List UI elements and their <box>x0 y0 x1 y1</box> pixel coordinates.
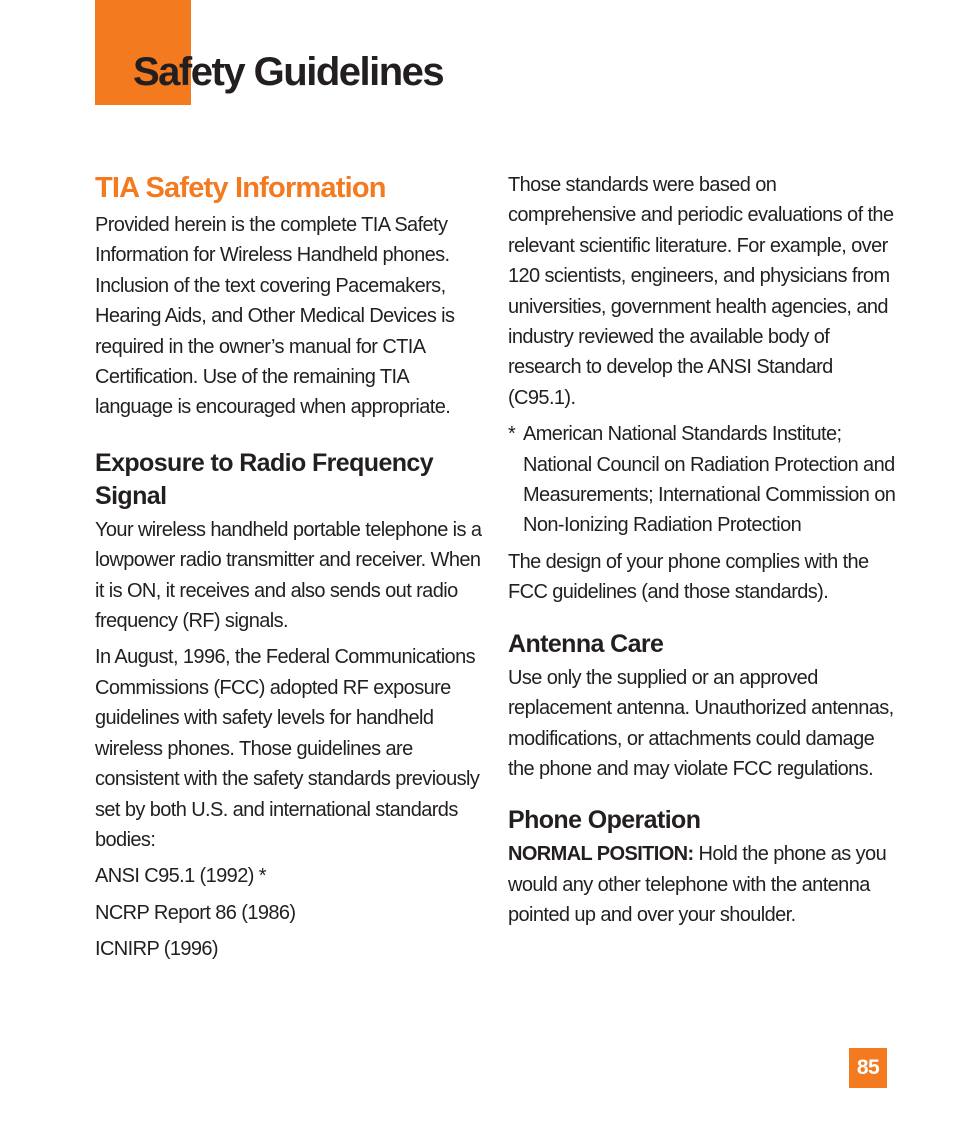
exposure-para-1: Your wireless handheld portable telephone is a lowpower radio transmitter and receiver. When it is ON, it receives and also sends out radio frequency (RF) signals. <box>95 518 482 633</box>
operation-body <box>508 839 898 930</box>
exposure-para-2: In August, 1996, the Federal Communications Commissions (FCC) adopted RF exposure guidelines with safety levels for handheld wireless phones. Those guidelines are consistent with the safety standards previously set by both U.S. and international standards bodies: <box>95 646 480 851</box>
standard-item: NCRP Report 86 (1986) <box>95 901 296 924</box>
footnote <box>508 419 898 541</box>
tia-heading: TIA Safety Information <box>95 172 386 204</box>
antenna-heading: Antenna Care <box>508 629 664 658</box>
design-para: The design of your phone complies with the FCC guidelines (and those standards). <box>508 550 869 604</box>
page-title: Safety Guidelines <box>133 50 444 94</box>
tia-body: Provided herein is the complete TIA Safety Information for Wireless Handheld phones. Inclusion of the text covering Pacemakers, Hearing Aids, and Other Medical Devices is required in the owner’s manual for CTIA Certification. Use of the remaining TIA language is encouraged when appropriate. <box>95 214 455 419</box>
footnote-mark: * <box>508 423 516 446</box>
operation-heading: Phone Operation <box>508 806 701 835</box>
standard-item: ICNIRP (1996) <box>95 938 218 961</box>
standards-para: Those standards were based on comprehensive and periodic evaluations of the relevant scientific literature. For example, over 120 scientists, engineers, and physicians from universities, government health agencies, and industry reviewed the available body of research to develop the ANSI Standard (C95.1). <box>508 174 894 409</box>
page-number: 85 <box>849 1048 887 1088</box>
right-column <box>508 170 898 937</box>
left-column <box>95 168 485 971</box>
operation-lead: NORMAL POSITION: <box>508 843 694 866</box>
operation-text: Hold the phone as you would any other telephone with the antenna pointed up and over your shoulder. <box>508 843 887 927</box>
footnote-text: American National Standards Institute; National Council on Radiation Protection and Measurements; International Commission on Non-Ionizing Radiation Protection <box>523 423 896 537</box>
standard-item: ANSI C95.1 (1992) * <box>95 865 266 888</box>
antenna-body: Use only the supplied or an approved replacement antenna. Unauthorized antennas, modifications, or attachments could damage the phone and may violate FCC regulations. <box>508 666 894 780</box>
exposure-heading: Exposure to Radio Frequency Signal <box>95 448 434 510</box>
